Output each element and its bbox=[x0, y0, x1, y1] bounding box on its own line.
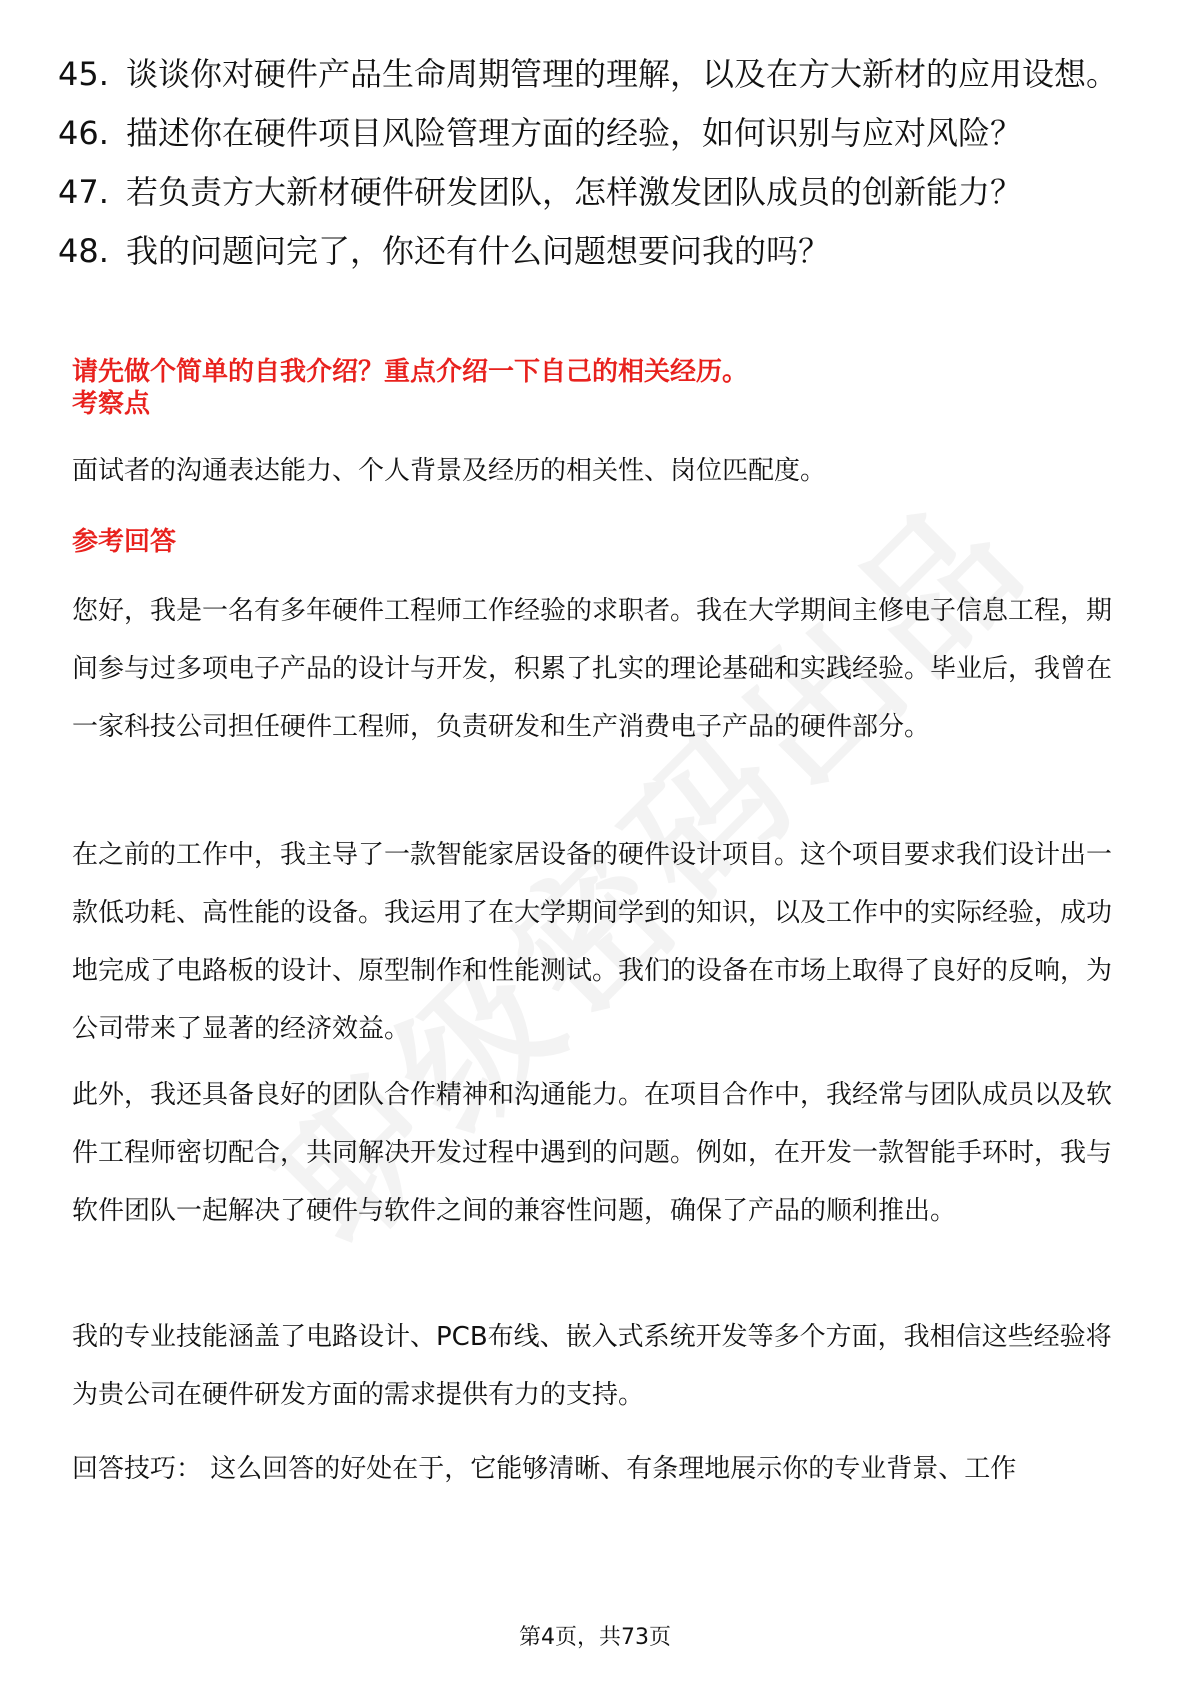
question-item bbox=[58, 170, 1138, 215]
question-item bbox=[58, 229, 1138, 274]
question-text: 描述你在硬件项目风险管理方面的经验，如何识别与应对风险？ bbox=[126, 114, 1023, 152]
question-number: 45. bbox=[58, 55, 109, 93]
question-number: 46. bbox=[58, 114, 109, 152]
answer-paragraph: 我的专业技能涵盖了电路设计、PCB布线、嵌入式系统开发等多个方面，我相信这些经验将为贵公司在硬件研发方面的需求提供有力的支持。 bbox=[72, 1322, 1112, 1410]
question-title: 请先做个简单的自我介绍？重点介绍一下自己的相关经历。 bbox=[72, 357, 749, 387]
question-item bbox=[58, 111, 1138, 156]
page-footer: 第4页，共73页 bbox=[519, 1625, 671, 1650]
kaochadian-text: 面试者的沟通表达能力、个人背景及经历的相关性、岗位匹配度。 bbox=[72, 456, 827, 486]
section-heading-kaochadian: 考察点 bbox=[72, 389, 151, 419]
question-text: 谈谈你对硬件产品生命周期管理的理解，以及在方大新材的应用设想。 bbox=[126, 55, 1119, 93]
answer-paragraph: 在之前的工作中，我主导了一款智能家居设备的硬件设计项目。这个项目要求我们设计出一款低功耗、高性能的设备。我运用了在大学期间学到的知识，以及工作中的实际经验，成功地完成了电路板的设计、原型制作和性能测试。我们的设备在市场上取得了良好的反响，为公司带来了显著的经济效益。 bbox=[72, 840, 1113, 1044]
answer-paragraph: 此外，我还具备良好的团队合作精神和沟通能力。在项目合作中，我经常与团队成员以及软件工程师密切配合，共同解决开发过程中遇到的问题。例如，在开发一款智能手环时，我与软件团队一起解决了硬件与软件之间的兼容性问题，确保了产品的顺利推出。 bbox=[72, 1080, 1113, 1226]
question-text: 我的问题问完了，你还有什么问题想要问我的吗？ bbox=[126, 232, 831, 270]
section-heading-answer: 参考回答 bbox=[72, 527, 177, 557]
question-number: 48. bbox=[58, 232, 109, 270]
question-list bbox=[58, 52, 1138, 288]
answer-paragraph: 您好，我是一名有多年硬件工程师工作经验的求职者。我在大学期间主修电子信息工程，期间参与过多项电子产品的设计与开发，积累了扎实的理论基础和实践经验。毕业后，我曾在一家科技公司担任硬件工程师，负责研发和生产消费电子产品的硬件部分。 bbox=[72, 596, 1113, 742]
question-item bbox=[58, 52, 1138, 97]
question-number: 47. bbox=[58, 173, 109, 211]
answer-tip: 回答技巧： 这么回答的好处在于，它能够清晰、有条理地展示你的专业背景、工作 bbox=[72, 1454, 1017, 1484]
question-text: 若负责方大新材硬件研发团队，怎样激发团队成员的创新能力？ bbox=[126, 173, 1023, 211]
